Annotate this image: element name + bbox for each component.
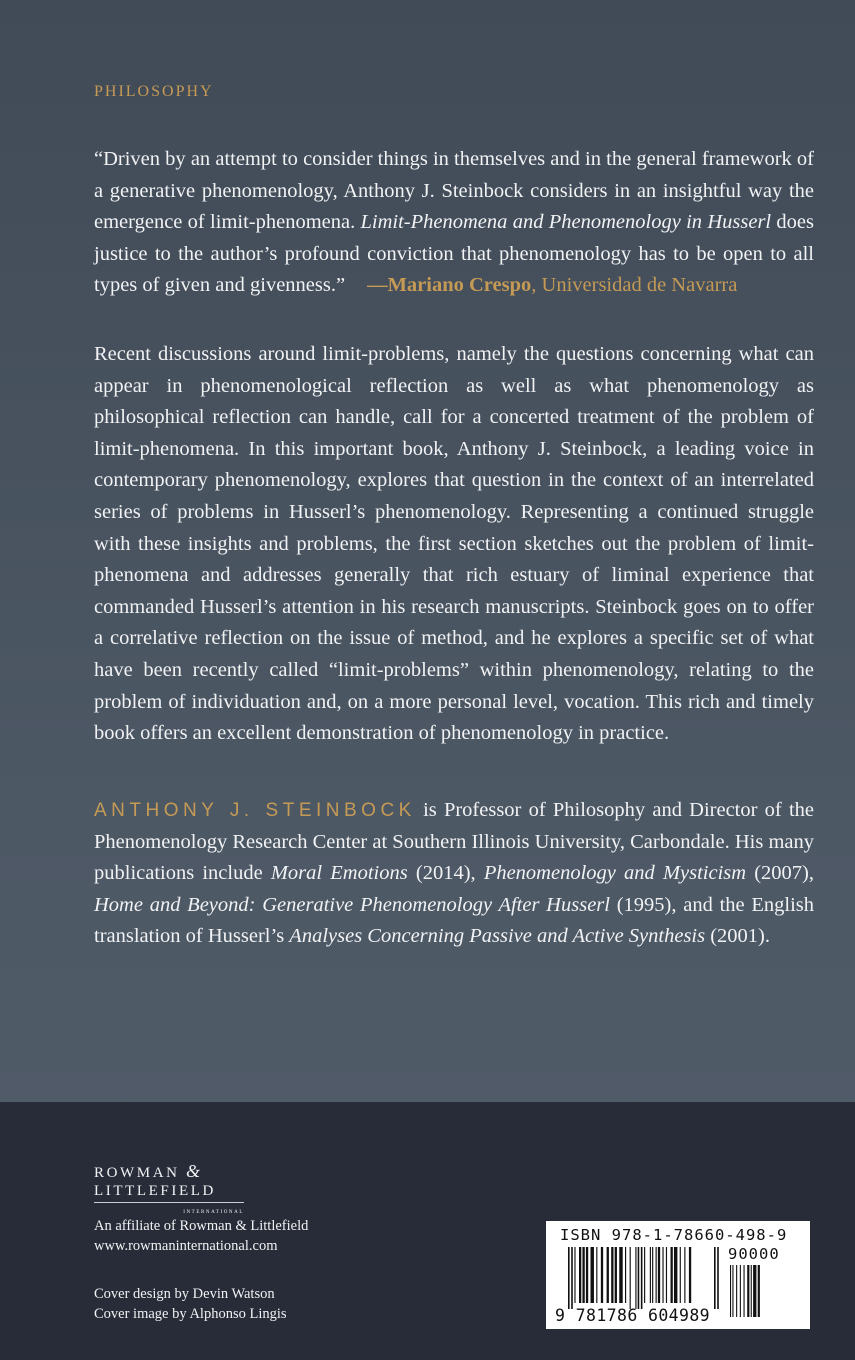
bio-title-1: Moral Emotions — [270, 862, 408, 885]
endorsement-quote — [94, 144, 814, 302]
author-name: ANTHONY J. STEINBOCK — [94, 800, 416, 821]
barcode-bar — [579, 1247, 581, 1303]
barcode-bar — [591, 1247, 594, 1303]
price-addon: 90000 — [728, 1245, 780, 1263]
barcode-bar — [717, 1247, 719, 1309]
publisher-website: www.rowmaninternational.com — [94, 1238, 278, 1254]
publisher-info — [94, 1216, 308, 1256]
barcode-bar — [666, 1247, 667, 1303]
barcode-bar — [740, 1265, 741, 1317]
barcode-bar — [680, 1247, 681, 1303]
bio-text-5: (2001). — [705, 925, 770, 948]
barcode-bar — [674, 1247, 677, 1303]
bio-title-2: Phenomenology and Mysticism — [483, 862, 747, 885]
barcode-bar — [619, 1247, 622, 1303]
barcode-bar — [630, 1247, 631, 1309]
quote-attribution-institution: Universidad de Navarra — [541, 274, 738, 297]
barcode-bar — [586, 1247, 588, 1303]
barcode-bar — [753, 1265, 756, 1317]
barcode-bar — [601, 1247, 603, 1303]
barcode-bar — [656, 1247, 657, 1303]
isbn-barcode — [546, 1221, 810, 1329]
barcode-bar — [758, 1265, 760, 1317]
cover-image-credit: Cover image by Alphonso Lingis — [94, 1306, 287, 1322]
author-bio — [94, 795, 814, 953]
quote-book-title: Limit-Phenomena and Phenomenology in Husserl — [360, 211, 772, 234]
barcode-bar — [689, 1247, 691, 1303]
bio-text-1: is Professor of Philosophy and Director of the Phenomenology Research Center at Southern Illinois University, Carbondale. His many publications include — [94, 799, 815, 885]
barcode-bar — [625, 1247, 626, 1303]
footer-band — [0, 1102, 855, 1360]
barcode-bar — [684, 1247, 685, 1303]
barcode-bar — [744, 1265, 745, 1317]
barcode-bar — [635, 1247, 636, 1309]
barcode-bar — [747, 1265, 749, 1317]
barcode-bar — [638, 1247, 640, 1309]
barcode-bar — [671, 1247, 673, 1303]
barcode-bar — [736, 1265, 737, 1317]
logo-ampersand: & — [185, 1161, 200, 1181]
barcode-bar — [730, 1265, 731, 1317]
barcode-bar — [652, 1247, 653, 1303]
quote-text-2: does justice to the author’s profound conviction that phenomenology has to be open to all types of given and givenness.” — [94, 211, 814, 297]
barcode-bar — [568, 1247, 570, 1309]
barcode-bar — [582, 1247, 584, 1303]
barcode-bar — [571, 1247, 573, 1309]
barcode-bar — [732, 1265, 733, 1317]
barcode-bar — [574, 1247, 575, 1303]
barcode-bar — [641, 1247, 643, 1309]
barcode-bar — [607, 1247, 609, 1303]
logo-line-1: ROWMAN — [94, 1165, 180, 1181]
cover-credits — [94, 1284, 287, 1324]
quote-text-1: “Driven by an attempt to consider things in themselves and in the general framework of a generative phenomenology, Anthony J. Steinbock considers in an insightful way the emergence of limit-phenomena. — [94, 148, 814, 234]
publisher-logo — [94, 1162, 244, 1222]
bio-title-4: Analyses Concerning Passive and Active Synthesis — [289, 925, 706, 948]
barcode-bar — [644, 1247, 645, 1303]
bio-text-3: (2007), — [746, 862, 814, 885]
barcode-bar — [615, 1247, 617, 1303]
barcode-bar — [596, 1247, 597, 1303]
barcode-digits: 9 781786 604989 — [555, 1306, 711, 1325]
quote-attribution-sep: , — [531, 274, 542, 297]
barcode-bar — [650, 1247, 651, 1303]
logo-subline: INTERNATIONAL — [94, 1202, 244, 1222]
barcode-bar — [714, 1247, 716, 1309]
affiliate-line: An affiliate of Rowman & Littlefield — [94, 1218, 309, 1234]
isbn-number: ISBN 978-1-78660-498-9 — [560, 1226, 788, 1244]
quote-attribution-name: —Mariano Crespo — [367, 274, 532, 297]
barcode-bar — [751, 1265, 752, 1317]
barcode-bar — [611, 1247, 613, 1303]
category-label: PHILOSOPHY — [94, 83, 214, 100]
bio-title-3: Home and Beyond: Generative Phenomenology After Husserl — [94, 893, 610, 916]
bio-text-4: (1995), and the English translation of Husserl’s — [94, 893, 814, 948]
barcode-bar — [662, 1247, 663, 1303]
cover-design-credit: Cover design by Devin Watson — [94, 1286, 275, 1302]
bio-text-2: (2014), — [407, 862, 484, 885]
barcode-bar — [658, 1247, 660, 1303]
book-description: Recent discussions around limit-problems, namely the questions concerning what can appear in phenomenological reflection as well as what phenomenology as philosophical reflection can handle, call for a concerted treatment of the problem of limit-phenomena. In this important book, Anthony J. Steinbock, a leading voice in contemporary phenomenology, explores that question in the context of an interrelated series of problems in Husserl’s phenomenology. Representing a continued struggle with these insights and problems, the first section sketches out the problem of limit-phenomena and addresses generally that rich estuary of liminal experience that commanded Husserl’s attention in his research manuscripts. Steinbock goes on to offer a correlative reflection on the issue of method, and he explores a specific set of what have been recently called “limit-problems” within phenomenology, relating to the problem of individuation and, on a more personal level, vocation. This rich and timely book offers an excellent demonstration of phenomenology in practice. — [94, 343, 814, 745]
logo-line-2: LITTLEFIELD — [94, 1183, 216, 1199]
